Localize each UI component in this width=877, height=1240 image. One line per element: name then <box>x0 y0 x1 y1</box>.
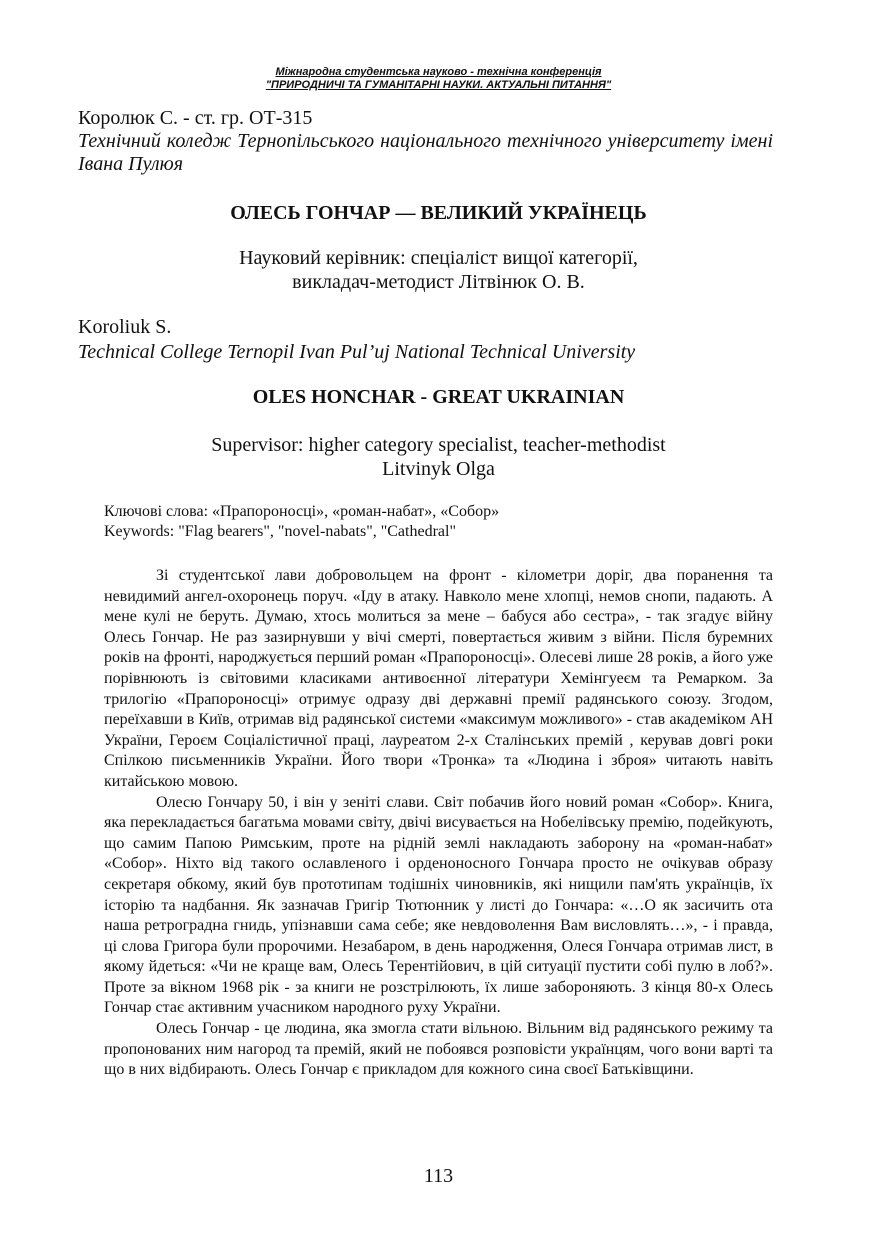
supervisor-en-line2: Litvinyk Olga <box>382 458 495 480</box>
conference-name: Міжнародна студентська науково - технічна конференція <box>275 66 602 78</box>
title-ua: ОЛЕСЬ ГОНЧАР — ВЕЛИКИЙ УКРАЇНЕЦЬ <box>230 202 647 224</box>
author-ua: Королюк С. - ст. гр. ОТ-315 <box>78 107 313 129</box>
conference-theme: "ПРИРОДНИЧІ ТА ГУМАНІТАРНІ НАУКИ. АКТУАЛЬНІ ПИТАННЯ" <box>265 79 612 91</box>
affiliation-ua: Технічний коледж Тернопільського національного технічного університету імені Івана Пулюя <box>78 130 773 175</box>
supervisor-en-line1: Supervisor: higher category specialist, teacher-methodist <box>211 434 666 456</box>
supervisor-ua-line1: Науковий керівник: спеціаліст вищої категорії, <box>239 247 638 269</box>
body-paragraph: Олесь Гончар - це людина, яка змогла стати вільною. Вільним від радянського режиму та пропонованих ним нагород та премій, який не побоявся розповісти українцям, чого вони варті та що в них відбирають. Олесь Гончар є прикладом для кожного сина своєї Батьківщини. <box>104 1020 773 1079</box>
affiliation-en: Technical College Ternopil Ivan Pul’uj National Technical University <box>78 341 636 363</box>
body-paragraph: Зі студентської лави добровольцем на фронт - кілометри доріг, два поранення та невидимий ангел-охоронець поруч. «Іду в атаку. Навколо мене хлопці, немов снопи, падають. А мене кулі не беруть. Думаю, хтось молиться за мене – бабуся або сестра», - так згадує війну Олесь Гончар. Не раз зазирнувши у вічі смерті, повертається живим з війни. Після буремних років на фронті, народжується перший роман «Прапороносці». Олесеві лише 28 років, а його уже порівнюють із світовими класиками антивоєнної літератури Хемінгуеєм та Ремарком. За трилогію «Прапороносці» отримує одразу дві державні премії радянського союзу. Згодом, переїхавши в Київ, отримав від радянської системи «максимум можливого» - став академіком АН України, Героєм Соціалістичної праці, лауреатом 2-х Сталінських премій , керував довгі роки Спілкою письменників України. Його твори «Тронка» та «Людина і зброя» читають навіть китайською мовою. <box>104 567 773 790</box>
article-body <box>104 566 773 1081</box>
keywords-ua: Ключові слова: «Прапороносці», «роман-набат», «Собор» <box>104 503 500 520</box>
title-en: OLES HONCHAR - GREAT UKRAINIAN <box>252 386 625 408</box>
body-paragraph: Олесю Гончару 50, і він у зеніті слави. Світ побачив його новий роман «Собор». Книга, яка перекладається багатьма мовами світу, двічі висувається на Нобелівську премію, подейкують, що самим Папою Римським, проте на рідній землі накладають заборону на «роман-набат» «Собор». Ніхто від такого ославленого і орденоносного Гончара просто не очікував образу секретаря обкому, який був прототипам тодішніх чиновників, які нищили пам'ять українців, їх історію та надбання. Як зазначав Григір Тютюнник у листі до Гончара: «…О як засичить ота наша ретроградна гнидь, упізнавши сама себе; яке невдоволення Вам висловлять…», - і правда, ці слова Григора були пророчими. Незабаром, в день народження, Олеся Гончара отримав лист, в якому йдеться: «Чи не краще вам, Олесь Терентійович, в цій ситуації пустити собі пулю в лоб?». Проте за вікном 1968 рік - за книги не розстрілюють, їх лише забороняють. З кінця 80-х Олесь Гончар стає активним учасником народного руху України. <box>104 793 773 1017</box>
author-en: Koroliuk S. <box>78 316 172 338</box>
page-number: 113 <box>423 1165 454 1187</box>
keywords-en: Keywords: "Flag bearers", "novel-nabats", "Cathedral" <box>104 523 456 540</box>
supervisor-ua-line2: викладач-методист Літвінюк О. В. <box>292 271 585 293</box>
conference-header <box>0 66 877 92</box>
